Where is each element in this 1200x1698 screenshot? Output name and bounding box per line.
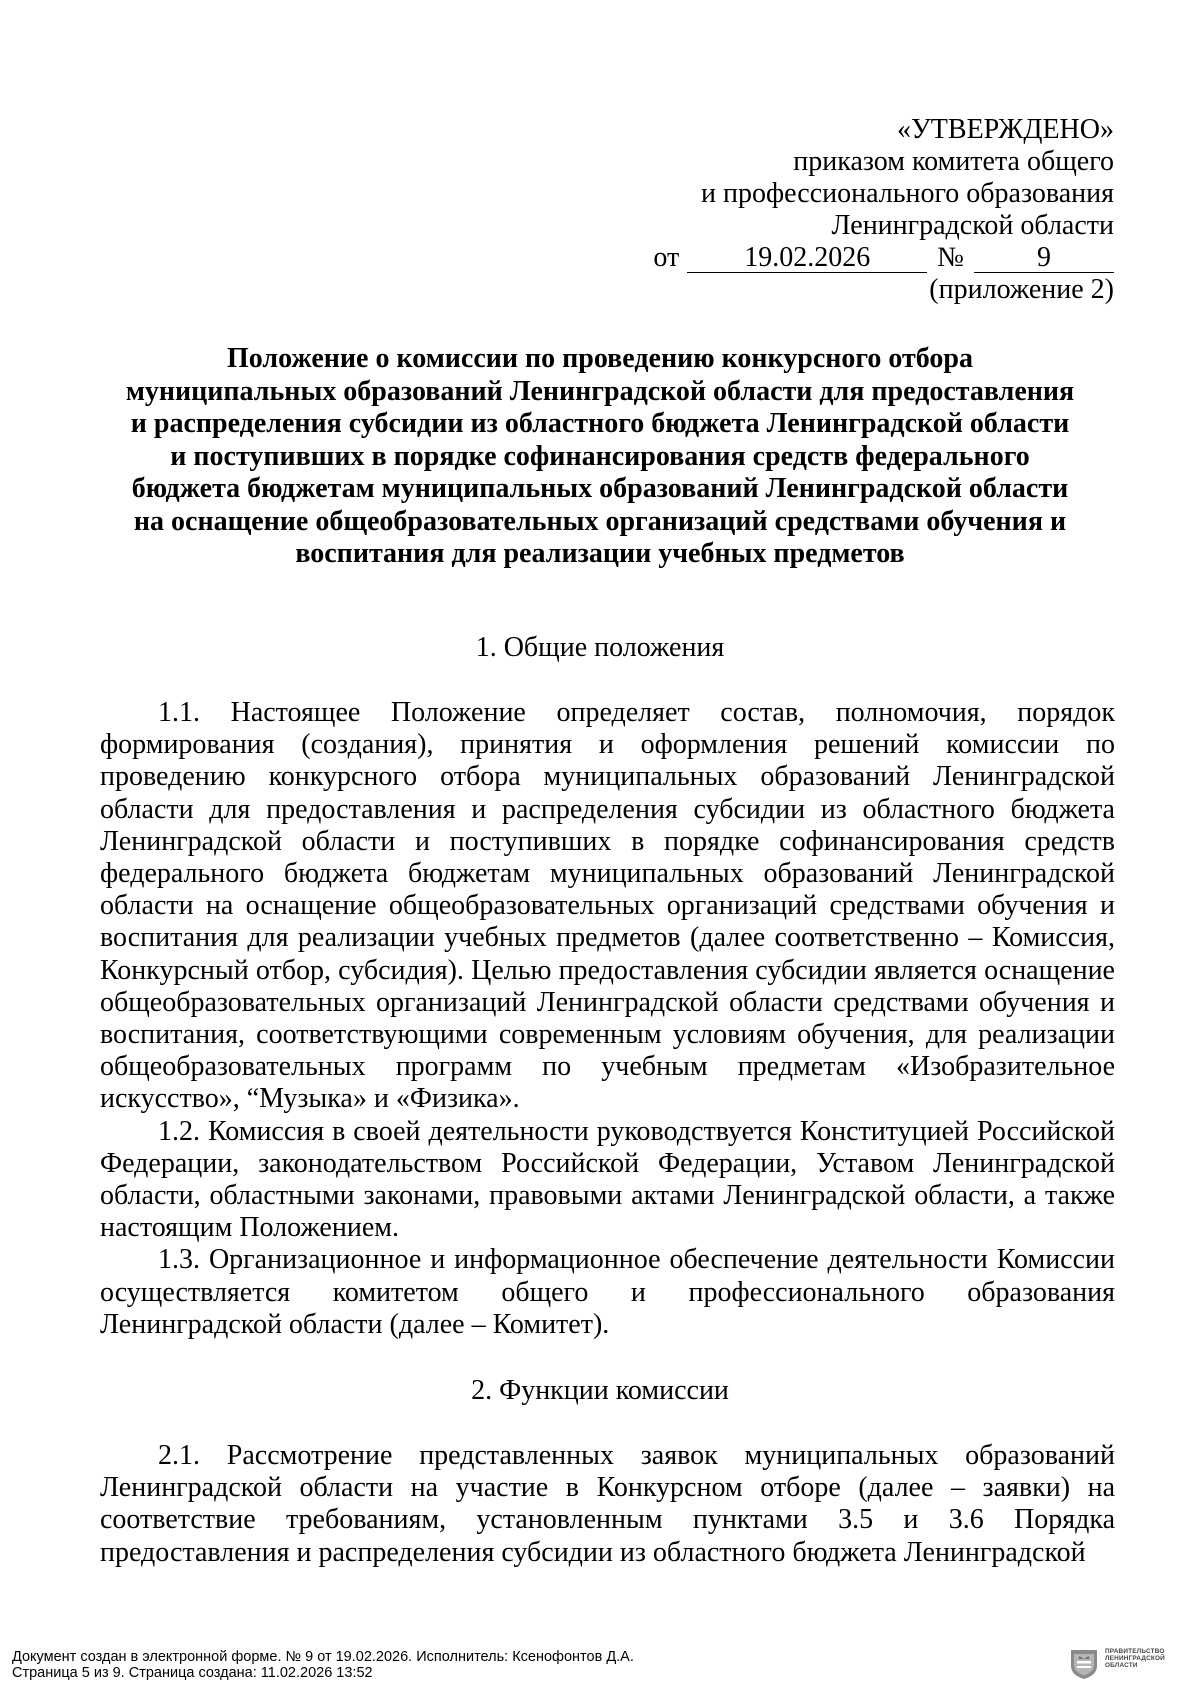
annex-label: (приложение 2) bbox=[929, 274, 1114, 305]
paragraph-2-1: 2.1. Рассмотрение представленных заявок муниципальных образований Ленинградской области на участие в Конкурсном отборе (далее – заявки) на соответствие требованиям, установленным пунктами 3.5 и 3.6 Порядка предоставления и распределения субсидии из областного бюджета Ленинградской bbox=[100, 1440, 1115, 1568]
approval-line-3: Ленинградской области bbox=[831, 210, 1114, 241]
logo-text: ПРАВИТЕЛЬСТВО ЛЕНИНГРАДСКОЙ ОБЛАСТИ bbox=[1105, 1648, 1165, 1670]
footer-line-2: Страница 5 из 9. Страница создана: 11.02.2026 13:52 bbox=[12, 1665, 373, 1681]
document-footer bbox=[12, 1649, 634, 1681]
approval-stamp: «УТВЕРЖДЕНО» bbox=[896, 114, 1114, 145]
number-label: № bbox=[937, 242, 964, 273]
section-2-body bbox=[100, 1440, 1115, 1569]
approval-number: 9 bbox=[974, 245, 1114, 273]
section-1-body bbox=[100, 697, 1115, 1341]
paragraph-1-3: 1.3. Организационное и информационное обеспечение деятельности Комиссии осуществляется комитетом общего и профессионального образования Ленинградской области (далее – Комитет). bbox=[100, 1244, 1115, 1340]
approval-block bbox=[554, 114, 1114, 306]
leningrad-region-coat-of-arms-icon bbox=[1069, 1648, 1099, 1680]
from-label: от bbox=[653, 242, 680, 273]
paragraph-1-1: 1.1. Настоящее Положение определяет состав, полномочия, порядок формирования (создания), принятия и оформления решений комиссии по проведению конкурсного отбора муниципальных образований Ленинградской области для предоставления и распределения субсидии из областного бюджета Ленинградской области и поступивших в порядке софинансирования средств федерального бюджета бюджетам муниципальных образований Ленинградской области на оснащение общеобразовательных организаций средствами обучения и воспитания для реализации учебных предметов (далее соответственно – Комиссия, Конкурсный отбор, субсидия). Целью предоставления субсидии является оснащение общеобразовательных организаций Ленинградской области средствами обучения и воспитания, соответствующими современным условиям обучения, для реализации общеобразовательных программ по учебным предметам «Изобразительное искусство», “Музыка» и «Физика». bbox=[100, 697, 1115, 1115]
document-title: Положение о комиссии по проведению конкурсного отбора муниципальных образований Ленинградской области для предоставления и распределения субсидии из областного бюджета Ленинградской области и поступивших в порядке софинансирования средств федерального бюджета бюджетам муниципальных образований Ленинградской области на оснащение общеобразовательных организаций средствами обучения и воспитания для реализации учебных предметов bbox=[125, 343, 1075, 569]
government-logo bbox=[1069, 1648, 1165, 1680]
footer-line-1: Документ создан в электронной форме. № 9 от 19.02.2026. Исполнитель: Ксенофонтов Д.А. bbox=[12, 1649, 634, 1665]
approval-date-row bbox=[554, 242, 1114, 274]
approval-date: 19.02.2026 bbox=[687, 245, 927, 273]
approval-line-1: приказом комитета общего bbox=[793, 146, 1114, 177]
section-heading-2: 2. Функции комиссии bbox=[471, 1375, 729, 1406]
section-heading-1: 1. Общие положения bbox=[475, 632, 725, 663]
approval-line-2: и профессионального образования bbox=[701, 178, 1114, 209]
paragraph-1-2: 1.2. Комиссия в своей деятельности руководствуется Конституцией Российской Федерации, законодательством Российской Федерации, Уставом Ленинградской области, областными законами, правовыми актами Ленинградской области, а также настоящим Положением. bbox=[100, 1115, 1115, 1244]
